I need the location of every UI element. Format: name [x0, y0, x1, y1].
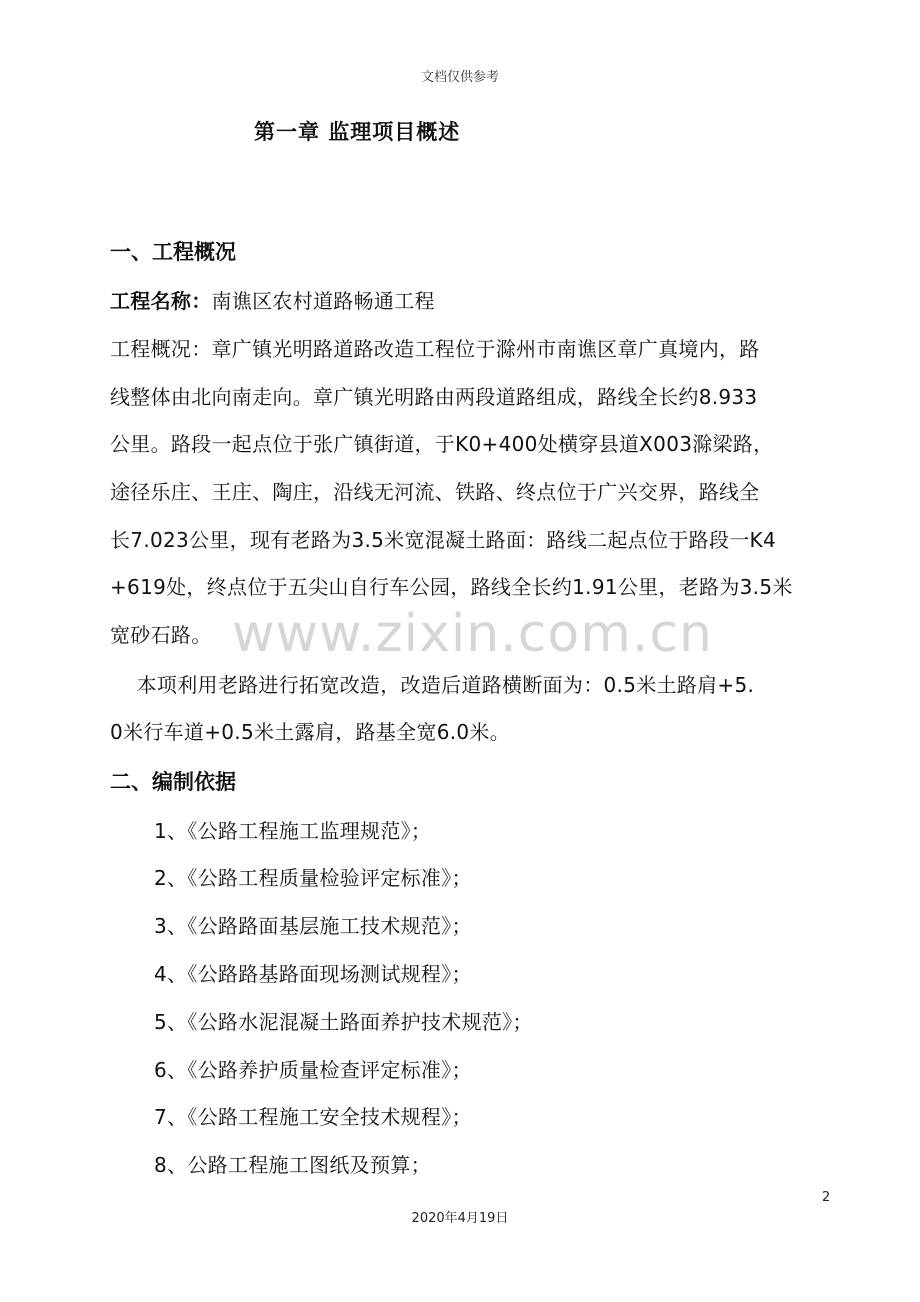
project-name-value: 南谯区农村道路畅通工程 [211, 289, 435, 313]
basis-list-item: 8、公路工程施工图纸及预算； [154, 1153, 431, 1177]
basis-list-item: 6、《公路养护质量检查评定标准》； [154, 1058, 472, 1082]
renovation-paragraph-line: 本项利用老路进行拓宽改造，改造后道路横断面为：0.5米土路肩+5. [110, 673, 755, 697]
page-header: 文档仅供参考 [420, 70, 499, 85]
page-number: 2 [822, 1190, 831, 1205]
basis-list-item: 2、《公路工程质量检验评定标准》； [154, 866, 472, 890]
overview-line: 公里。路段一起点位于张广镇街道，于K0+400处横穿县道X003滁梁路， [110, 432, 774, 456]
overview-line: +619处，终点位于五尖山自行车公园，路线全长约1.91公里，老路为3.5米 [110, 575, 793, 599]
basis-list-item: 7、《公路工程施工安全技术规程》； [154, 1105, 472, 1129]
renovation-paragraph-line: 0米行车道+0.5米土露肩，路基全宽6.0米。 [110, 720, 510, 744]
basis-list-item: 1、《公路工程施工监理规范》； [154, 819, 432, 843]
section-heading-basis: 二、编制依据 [110, 770, 236, 794]
basis-list-item: 5、《公路水泥混凝土路面养护技术规范》； [154, 1010, 533, 1034]
project-name-line [110, 285, 435, 314]
footer-date: 2020年4月19日 [411, 1211, 509, 1226]
overview-line: 工程概况：章广镇光明路道路改造工程位于滁州市南谯区章广真境内，路 [110, 337, 760, 361]
basis-list-item: 3、《公路路面基层施工技术规范》； [154, 914, 472, 938]
overview-line: 宽砂石路。 [110, 623, 212, 647]
watermark: www.zixin.com.cn [232, 604, 713, 664]
overview-line: 长7.023公里，现有老路为3.5米宽混凝土路面：路线二起点位于路段一K4 [110, 528, 777, 552]
basis-list-item: 4、《公路路基路面现场测试规程》； [154, 962, 472, 986]
section-heading-project-overview: 一、工程概况 [110, 240, 236, 264]
project-name-label: 工程名称： [110, 289, 212, 313]
overview-line: 线整体由北向南走向。章广镇光明路由两段道路组成，路线全长约8.933 [110, 385, 758, 409]
overview-line: 途径乐庄、王庄、陶庄，沿线无河流、铁路、终点位于广兴交界，路线全 [110, 480, 760, 504]
chapter-title: 第一章 监理项目概述 [254, 120, 461, 144]
